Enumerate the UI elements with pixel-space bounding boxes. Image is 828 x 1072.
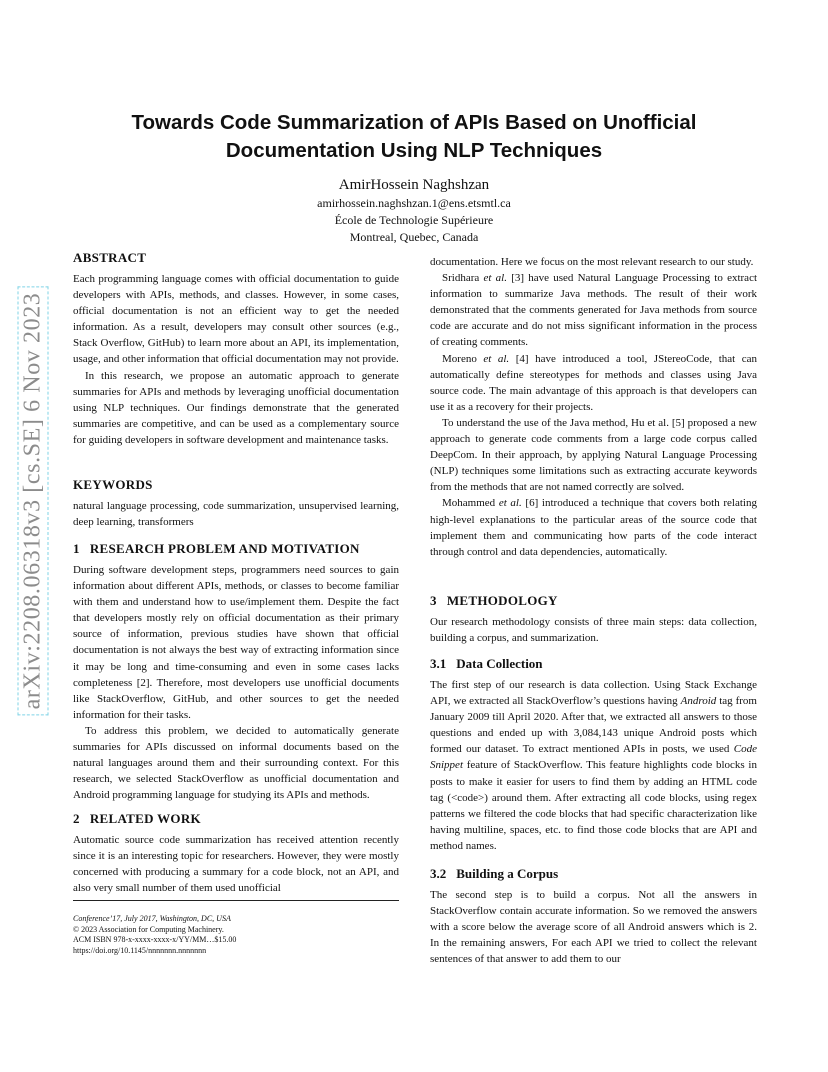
section-2 (73, 811, 399, 896)
text-run: Moreno (442, 352, 484, 365)
section-2-paragraph-1: Automatic source code summarization has received attention recently since it is an interesting topic for researchers. However, they were mostly concerned with producing a summary for a code block, not an API, and also very small number of them used unofficial (73, 834, 399, 895)
section-3-2-title: Building a Corpus (456, 866, 559, 881)
section-3-1-heading (430, 656, 757, 672)
text-run: The first step of our research is data collection. Using Stack Exchange API, we extracted all StackOverflow’s questions having (430, 679, 757, 708)
section-1-paragraph-1: During software development steps, programmers need sources to gain information about different APIs, methods, or classes to become familiar with them and understand how to use/implement them. Despite the fact that developers mostly rely on official documentation as their primary source of information, previous studies have shown that official documentation is not always the best way of extracting information since it may be long and time-consuming and even in some cases lacks completeness [2]. Therefore, most developers use unofficial documents like StackOverflow, GitHub, and other sources to get the needed information for their tasks. (73, 564, 399, 721)
text-run: Sridhara (442, 272, 484, 285)
section-2-heading (73, 811, 399, 827)
paper-title-line-2: Documentation Using NLP Techniques (225, 139, 603, 162)
author-name: AmirHossein Naghshzan (338, 177, 490, 193)
et-al: et al. (498, 497, 522, 510)
section-1 (73, 541, 399, 803)
paper-title-line-1: Towards Code Summarization of APIs Based on Unofficial (131, 111, 697, 134)
related-moreno-paragraph (430, 351, 757, 415)
footnote-copyright: © 2023 Association for Computing Machinery. (73, 924, 224, 934)
section-1-paragraph-2: To address this problem, we decided to automatically generate summaries for APIs discussed on informal documents based on the natural languages around them and their surrounding context. For this research, we selected StackOverflow as unofficial documentation and Android programming language for studying its APIs and methods. (73, 724, 399, 802)
text-run: tag from January 2009 till April 2020. After that, we extracted all answers to those questions and ended up with 3,084,143 unique Android posts which formed our dataset. To extract mentioned APIs in posts, we used (430, 695, 757, 756)
et-al: et al. (483, 272, 507, 285)
section-3-number: 3 (430, 593, 437, 608)
author-email: amirhossein.naghshzan.1@ens.etsmtl.ca (317, 196, 511, 210)
section-3-2-paragraph: The second step is to build a corpus. Not all the answers in StackOverflow contain accurate information. So we removed the answers with a score below the average score of all Android answers which is 2. In the remaining answers, For each API we tried to collect the relevant sentences of that answer to add them to our (430, 889, 757, 966)
code-snippet-term: Code Snippet (430, 743, 757, 772)
text-run: [4] have introduced a tool, JStereoCode, that can automatically define stereotypes for methods and classes using Java source code. The main advantage of this approach is that developers can use it as a recovery for their projects. (430, 352, 757, 413)
abstract-paragraph-1: Each programming language comes with official documentation to guide developers with APIs, methods, and classes. However, in some cases, official documentation is not an efficient way to get the needed information. As a result, developers may consult other sources (e.g., Stack Overflow, GitHub) to learn more about an API, its implementation, usage, and other information that official documentation may not provide. (73, 273, 399, 366)
arxiv-stamp-text: arXiv:2208.06318v3 [cs.SE] 6 Nov 2023 (18, 287, 49, 716)
section-2-title: RELATED WORK (89, 811, 201, 826)
section-3-1 (430, 656, 757, 854)
related-work-continued-paragraph: documentation. Here we focus on the most relevant research to our study. (430, 256, 754, 268)
related-work-continued (430, 254, 757, 560)
section-3-heading (430, 593, 757, 609)
keywords-text: natural language processing, code summarization, unsupervised learning, deep learning, transformers (73, 500, 399, 529)
related-sridhara-paragraph (430, 270, 757, 350)
section-3-2 (430, 866, 757, 967)
section-3-paragraph-1: Our research methodology consists of three main steps: data collection, building a corpus, and summarization. (430, 616, 757, 645)
section-2-number: 2 (73, 811, 80, 826)
section-3-title: METHODOLOGY (446, 593, 558, 608)
text-run: [6] introduced a technique that covers both relating high-level explanations to the particular areas of the source code that implement them and communicating how parts of the code interact through control and data dependencies, automatically. (430, 497, 757, 558)
section-3-1-number: 3.1 (430, 656, 447, 671)
author-affiliation (0, 195, 828, 246)
keywords-section (73, 477, 399, 530)
related-mohammed-paragraph (430, 495, 757, 559)
text-run: [3] have used Natural Language Processing to extract information to summarize Java methods. The result of their work demonstrated that the comments generated for Java methods from source code are accurate and do not miss significant information in the process of creating comments. (430, 272, 758, 349)
paper-title (60, 109, 768, 165)
section-3 (430, 593, 757, 646)
abstract-heading: ABSTRACT (73, 250, 147, 265)
section-3-2-heading (430, 866, 757, 882)
keywords-heading: KEYWORDS (73, 477, 153, 492)
text-run: feature of StackOverflow. This feature highlights code blocks in posts to make it easier for users to find them by adding an HTML code tag (<code>) around them. After extracting all code blocks, using regex patterns we filtered the code blocks that had specific characterization like having multiline, spaces, etc. to find those code blocks that are API and method names. (430, 759, 757, 852)
footnote-conference: Conference’17, July 2017, Washington, DC, USA (73, 914, 231, 923)
author-location: Montreal, Quebec, Canada (349, 230, 479, 244)
et-al: et al. (483, 352, 510, 365)
footnote (73, 900, 399, 956)
related-hu-paragraph: To understand the use of the Java method, Hu et al. [5] proposed a new approach to generate code comments from a large code corpus called DeepCom. In their approach, by applying Natural Language Processing (NLP) techniques some limitations such as extracting accurate keywords from the methods that are not named correctly are solved. (430, 416, 757, 494)
section-3-1-title: Data Collection (456, 656, 543, 671)
footnote-doi: https://doi.org/10.1145/nnnnnnn.nnnnnnn (73, 945, 207, 955)
author-institution: École de Technologie Supérieure (334, 213, 494, 227)
footnote-isbn: ACM ISBN 978-x-xxxx-xxxx-x/YY/MM…$15.00 (73, 935, 237, 944)
section-1-title: RESEARCH PROBLEM AND MOTIVATION (89, 541, 360, 556)
abstract-section (73, 250, 399, 448)
section-3-2-number: 3.2 (430, 866, 447, 881)
android-tag: Android (680, 695, 717, 708)
text-run: Mohammed (442, 497, 499, 510)
section-1-number: 1 (73, 541, 80, 556)
abstract-paragraph-2: In this research, we propose an automatic approach to generate summaries for APIs and methods by leveraging unofficial documentation using NLP techniques. Our findings demonstrate that the generated summaries are competitive, and can be used as a complementary source for guiding developers in software development and maintenance tasks. (73, 369, 399, 446)
arxiv-stamp (15, 264, 51, 738)
section-3-1-paragraph (430, 677, 757, 854)
section-1-heading (73, 541, 399, 557)
